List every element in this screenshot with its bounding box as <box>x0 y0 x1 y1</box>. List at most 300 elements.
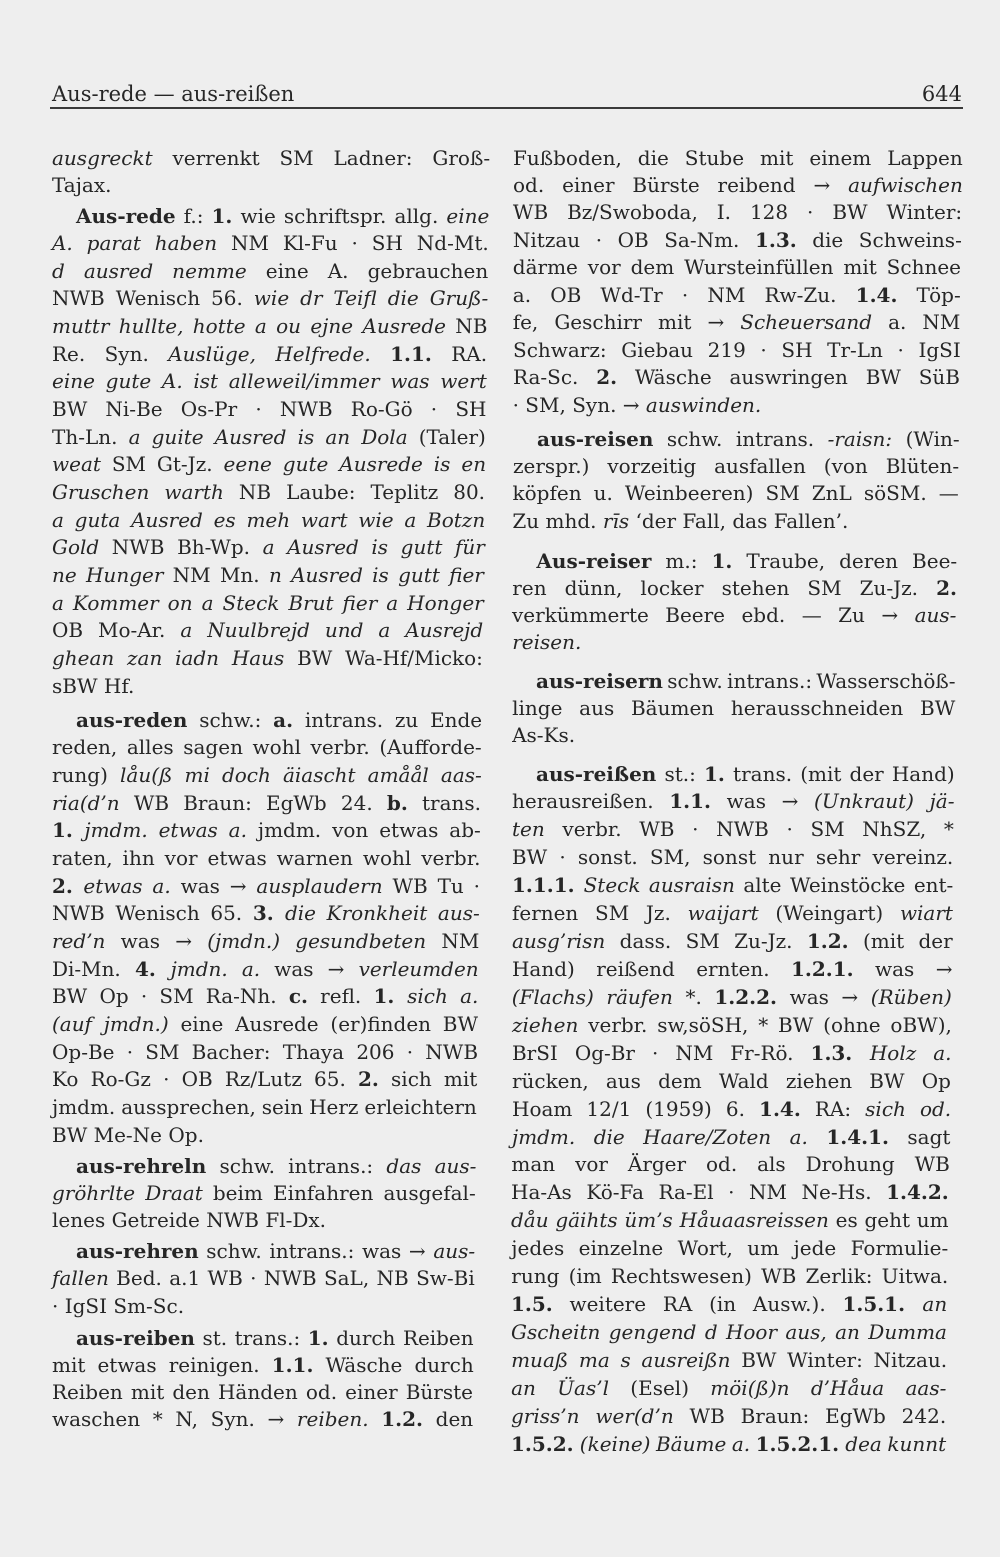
italic-text: ne Hunger <box>52 563 164 587</box>
text-line <box>511 1291 947 1319</box>
italic-text: eine <box>446 203 490 228</box>
entry-text: refl. <box>307 984 374 1009</box>
italic-text: red’n <box>52 928 106 953</box>
entry-text: rung (im Rechtswesen) WB Zerlik: Uitwa. <box>511 1264 949 1289</box>
italic-text: muttr hullte, hotte a ou ejne Ausrede <box>52 314 446 339</box>
text-line <box>52 1406 473 1434</box>
entry-text: BW Wa-Hf/Micko: <box>284 645 483 670</box>
text-line <box>511 1347 947 1375</box>
text-line <box>512 1096 951 1124</box>
text-line <box>511 1431 946 1459</box>
sense-number: 2. <box>936 575 957 600</box>
entry-text: was → <box>777 984 871 1009</box>
text-line <box>52 258 488 286</box>
entry-text: NM Mn. <box>163 563 269 587</box>
entry-text: schw. intrans. <box>652 426 828 451</box>
text-line <box>512 984 952 1012</box>
text-line <box>52 1122 204 1150</box>
text-line <box>52 1039 478 1067</box>
text-line <box>52 368 487 396</box>
entry-text: (mit der <box>848 929 953 953</box>
italic-text: Holz a. <box>869 1040 952 1065</box>
entry-text: Di-Mn. <box>52 956 135 981</box>
sense-number: 1.2.2. <box>714 984 778 1009</box>
sense-number: 2. <box>595 365 617 389</box>
text-line <box>52 145 490 173</box>
headword: aus-reisen <box>536 426 653 451</box>
italic-text: ghean zan iadn Haus <box>52 645 285 670</box>
entry-text: man vor Ärger od. als Drohung WB <box>511 1152 950 1177</box>
text-line <box>536 548 957 576</box>
entry-text: OB Mo-Ar. <box>52 618 181 643</box>
italic-text: a guite Ausred is an Dola <box>128 424 408 449</box>
text-line <box>512 722 575 750</box>
italic-text: rīs <box>602 508 630 533</box>
text-line <box>76 707 482 735</box>
sense-number: 1.5. <box>511 1292 553 1316</box>
sense-number: 1. <box>211 203 233 228</box>
text-line <box>52 734 482 762</box>
text-line <box>52 873 480 901</box>
entry-text: verkümmerte Beere ebd. — Zu → <box>512 603 915 628</box>
entry-text: Schwarz: Giebau 219 · SH Tr-Ln · IgSI <box>512 337 961 362</box>
sense-number: 2. <box>52 873 84 898</box>
entry-text: WB Braun: EgWb 242. <box>673 1403 947 1428</box>
entry-text: Nitzau · OB Sa-Nm. <box>512 227 755 252</box>
entry-text: lenes Getreide NWB Fl-Dx. <box>52 1207 327 1232</box>
italic-text: an <box>922 1292 948 1316</box>
entry-text: RA: <box>800 1096 865 1121</box>
entry-text: WB Tu · <box>382 873 481 898</box>
text-line <box>76 1325 474 1353</box>
entry-text: BW Me-Ne Op. <box>52 1122 204 1147</box>
headword: aus-reißen <box>536 761 657 786</box>
entry-text: a. OB Wd-Tr · NM Rw-Zu. <box>512 282 856 307</box>
sense-number: 1.2.1. <box>790 956 854 981</box>
sense-number: 1.1.1. <box>511 873 584 898</box>
entry-text: herausreißen. <box>512 789 670 814</box>
running-head-title: Aus-rede — aus-reißen <box>52 82 295 106</box>
entry-text: st.: <box>656 761 705 786</box>
text-line <box>76 1153 476 1181</box>
entry-text: Ra-Sc. <box>512 365 596 389</box>
entry-text: WB Bz/Swoboda, I. 128 · BW Winter: <box>512 200 963 225</box>
text-line <box>536 668 956 696</box>
entry-text: jmdm. aussprechen, sein Herz erleichtern <box>52 1094 477 1119</box>
text-line <box>513 282 961 310</box>
text-line <box>512 1068 951 1096</box>
entry-text: dass. SM Zu-Jz. <box>605 929 807 953</box>
text-line <box>52 172 111 200</box>
italic-text: etwas a. <box>83 873 171 898</box>
entry-text: Reiben mit den Händen od. einer Bürste <box>52 1380 474 1405</box>
italic-text: aus- <box>914 603 957 628</box>
italic-text: a Nuulbrejd und a Ausrejd <box>180 618 484 643</box>
sense-number: 1.4.2. <box>886 1180 950 1205</box>
sense-number: 1.3. <box>754 227 797 252</box>
entry-text: NB Laube: Teplitz 80. <box>223 480 486 504</box>
sense-number: 1.1. <box>390 341 432 366</box>
italic-text: Steck ausraisn <box>583 873 735 898</box>
entry-text: reden, alles sagen wohl verbr. (Aufforde- <box>52 735 482 760</box>
text-line <box>512 1124 950 1152</box>
entry-text: NWB Wenisch 56. <box>52 286 254 311</box>
entry-text: SM Gt-Jz. <box>100 452 224 477</box>
text-line <box>52 1352 474 1380</box>
entry-text: Fußboden, die Stube mit einem Lappen <box>513 145 963 170</box>
text-line <box>52 617 483 645</box>
text-line <box>52 562 484 590</box>
text-line <box>52 396 486 424</box>
headword: aus-rehren <box>76 1238 199 1263</box>
entry-text: BW Op · SM Ra-Nh. <box>52 984 289 1009</box>
text-line <box>52 1379 473 1407</box>
entry-text: ‘der Fall, das Fallen’. <box>629 508 849 533</box>
entry-text: schw. intrans.: Wasserschöß- <box>663 668 956 693</box>
entry-text: was → <box>260 956 359 981</box>
text-line <box>52 956 479 984</box>
entry-text: st. trans.: <box>194 1325 308 1350</box>
entry-text: trans. (mit der Hand) <box>724 761 955 786</box>
entry-text: Op-Be · SM Bacher: Thaya 206 · NWB <box>52 1039 479 1064</box>
sense-number: 1.4. <box>758 1096 801 1121</box>
text-line <box>512 844 953 872</box>
entry-text: Ha-As Kö-Fa Ra-El · NM Ne-Hs. <box>511 1180 887 1205</box>
entry-text: was → <box>105 928 208 953</box>
entry-text: RA. <box>431 341 488 366</box>
entry-text: NWB Bh-Wp. <box>99 535 263 560</box>
sense-number: 1. <box>711 548 733 573</box>
entry-text: Hand) reißend ernten. <box>511 956 791 981</box>
text-line <box>52 762 482 790</box>
sense-number: 1.4. <box>855 282 898 307</box>
text-line <box>52 590 484 618</box>
text-line <box>52 1207 326 1235</box>
entry-text: (Weingart) <box>758 901 900 926</box>
text-line <box>513 227 962 255</box>
text-line <box>52 534 485 562</box>
entry-text: *. <box>672 984 715 1009</box>
italic-text: sich od. <box>864 1096 951 1121</box>
entry-text: Töp- <box>897 282 961 307</box>
text-line <box>52 1265 475 1293</box>
sense-number: 1.3. <box>810 1040 870 1065</box>
sense-number: 1. <box>373 984 408 1009</box>
text-line <box>513 337 961 365</box>
text-line <box>511 1403 946 1431</box>
entry-text: verbr. sw,söSH, * BW (ohne oBW), <box>578 1012 952 1037</box>
sense-number: 3. <box>252 901 285 926</box>
entry-text: sagt <box>888 1124 950 1149</box>
text-line <box>52 230 489 258</box>
text-line <box>513 199 962 227</box>
sense-number: 1.2. <box>381 1407 424 1432</box>
entry-text: (Taler) <box>407 424 486 449</box>
italic-text: (Rüben) <box>870 984 952 1009</box>
entry-text: (Win- <box>891 426 960 451</box>
entry-text: mit etwas reinigen. <box>52 1352 272 1377</box>
entry-text: die Schweins- <box>796 227 962 252</box>
entry-text: verbr. WB · NWB · SM NhSZ, * <box>544 817 954 842</box>
entry-text: NWB Wenisch 65. <box>52 901 253 926</box>
text-line <box>512 872 953 900</box>
entry-text: was → <box>170 873 257 898</box>
entry-text: eine Ausrede (er)finden BW <box>168 1011 479 1036</box>
italic-text: sich a. <box>407 984 479 1009</box>
italic-text: jmdm. etwas a. <box>84 818 247 843</box>
italic-text: waijart <box>687 901 759 926</box>
italic-text: a Ausred is gutt für <box>262 535 485 560</box>
text-line <box>52 285 488 313</box>
entry-text: BW Ni-Be Os-Pr · NWB Ro-Gö · SH <box>52 397 487 421</box>
italic-text: Scheuersand <box>740 310 873 335</box>
text-line <box>513 309 961 337</box>
text-line <box>513 364 960 392</box>
italic-text: verleumden <box>358 956 479 981</box>
entry-text: BW Winter: Nitzau. <box>730 1347 948 1372</box>
entry-text: weitere RA (in Ausw.). <box>552 1292 843 1316</box>
text-line <box>513 480 959 508</box>
entry-text: fe, Geschirr mit → <box>512 310 741 335</box>
header-rule <box>50 107 963 109</box>
text-line <box>52 1293 184 1321</box>
text-line <box>512 695 955 723</box>
italic-text: Gold <box>52 535 100 560</box>
sense-number: a. <box>273 707 294 732</box>
text-line <box>52 424 486 452</box>
text-line <box>52 1066 477 1094</box>
text-line <box>513 392 762 420</box>
entry-text: rücken, aus dem Wald ziehen BW Op <box>511 1068 951 1093</box>
italic-text: wiart <box>899 901 953 926</box>
entry-text: intrans. zu Ende <box>293 707 483 732</box>
entry-text: NM Kl-Fu · SH Nd-Mt. <box>217 231 489 256</box>
text-line <box>512 629 581 657</box>
sense-number: 1. <box>704 761 725 786</box>
sense-number: 4. <box>134 956 171 981</box>
entry-text: raten, ihn vor etwas warnen wohl verbr. <box>52 845 481 870</box>
italic-text: (auf jmdn.) <box>52 1011 169 1036</box>
headword: aus-rehreln <box>76 1153 207 1178</box>
sense-number: 1.1. <box>669 789 711 814</box>
text-line <box>511 1375 946 1403</box>
sense-number: b. <box>386 790 408 815</box>
entry-text: Tajax. <box>52 172 112 197</box>
text-line <box>511 1179 949 1207</box>
entry-text: Ko Ro-Gz · OB Rz/Lutz 65. <box>52 1067 359 1092</box>
entry-text: WB Braun: EgWb 24. <box>119 790 387 815</box>
text-line <box>512 1040 952 1068</box>
entry-text: durch Reiben <box>328 1325 474 1350</box>
entry-text: schw. intrans.: <box>206 1153 387 1178</box>
entry-text: trans. <box>407 790 481 815</box>
entry-text: was → <box>853 956 953 981</box>
italic-text: a Kommer on a Steck Brut fier a Honger <box>52 590 484 615</box>
italic-text: griss’n wer(d’n <box>511 1403 674 1428</box>
italic-text: Gscheitn gengend d Hoor aus, an Dumma <box>511 1319 948 1344</box>
italic-text: (Unkraut) jä- <box>814 789 955 814</box>
entry-text: rung) <box>52 762 121 787</box>
entry-text: NB <box>445 314 488 339</box>
text-line <box>512 508 848 536</box>
italic-text: die Kronkheit aus- <box>284 901 480 926</box>
italic-text: an Üas’l <box>511 1375 609 1400</box>
text-line <box>511 1235 948 1263</box>
entry-text: es geht um <box>829 1208 949 1233</box>
entry-text: jedes einzelne Wort, um jede Formulie- <box>511 1236 949 1261</box>
entry-text: Traube, deren Bee- <box>732 548 958 573</box>
text-line <box>512 956 952 984</box>
entry-text: zerspr.) vorzeitig ausfallen (von Blüten- <box>512 453 959 478</box>
italic-text: -raisn: <box>827 426 892 451</box>
italic-text: wie dr Teifl die Gruß- <box>253 286 489 311</box>
text-line <box>512 816 954 844</box>
text-line <box>52 341 487 369</box>
entry-text: Wäsche durch <box>313 1352 474 1377</box>
text-line <box>512 575 957 603</box>
text-line <box>52 451 486 479</box>
italic-text: ten <box>512 817 545 842</box>
entry-text: BW · sonst. SM, sonst nur sehr vereinz. <box>511 845 954 870</box>
entry-text: Th-Ln. <box>52 424 129 449</box>
text-line <box>52 1180 476 1208</box>
text-line <box>52 817 481 845</box>
italic-text: ria(d’n <box>52 790 120 815</box>
text-line <box>76 1238 475 1266</box>
text-line <box>512 788 954 816</box>
entry-text: wie schriftspr. allg. <box>232 203 447 228</box>
entry-text: NM <box>426 928 480 953</box>
page-number: 644 <box>921 82 962 106</box>
entry-text: a. NM <box>872 310 961 335</box>
text-line <box>511 1319 947 1347</box>
entry-text: sich mit <box>378 1067 478 1092</box>
text-line <box>52 983 478 1011</box>
entry-text: As-Ks. <box>512 722 576 747</box>
italic-text: (keine) Bäume a. <box>579 1431 756 1456</box>
italic-text: reisen. <box>512 630 582 655</box>
italic-text: gröhrlte Draat <box>52 1180 203 1205</box>
entry-text: den <box>423 1407 474 1432</box>
italic-text: (Flachs) räufen <box>511 984 673 1009</box>
text-line <box>52 790 481 818</box>
sense-number: 1.1. <box>271 1352 314 1377</box>
text-line <box>52 900 480 928</box>
text-line <box>512 602 956 630</box>
text-line <box>76 203 489 231</box>
italic-text: weat <box>52 452 101 477</box>
italic-text: ausgreckt <box>52 145 153 170</box>
text-line <box>513 145 963 173</box>
text-line <box>512 900 953 928</box>
italic-text: ziehen <box>511 1012 579 1037</box>
italic-text: aus- <box>433 1238 476 1263</box>
text-line <box>536 761 955 789</box>
sense-number: 1.5.2. <box>511 1431 580 1456</box>
text-line <box>511 1151 949 1179</box>
italic-text: auswinden. <box>645 392 762 417</box>
entry-text: · SM, Syn. → <box>512 392 646 417</box>
text-line <box>52 645 483 673</box>
entry-text: alte Weinstöcke ent- <box>734 873 954 898</box>
entry-text: jmdm. von etwas ab- <box>246 818 481 843</box>
text-line <box>512 928 953 956</box>
entry-text: (Esel) <box>609 1375 711 1400</box>
italic-text: d ausred nemme <box>52 258 247 283</box>
sense-number: 1.2. <box>806 929 849 953</box>
headword: aus-reiben <box>76 1325 195 1350</box>
sense-number: 1.5.2.1. <box>755 1431 846 1456</box>
italic-text: eene gute Ausrede is en <box>223 452 487 477</box>
italic-text: n Ausred is gutt fier <box>268 563 484 587</box>
text-line <box>537 426 960 454</box>
entry-text: eine A. gebrauchen <box>246 258 489 283</box>
entry-text: Zu mhd. <box>512 508 603 533</box>
text-line <box>52 479 485 507</box>
text-line <box>513 254 961 282</box>
text-line <box>511 1263 948 1291</box>
entry-text: schw.: <box>187 707 274 732</box>
entry-text: därme vor dem Wursteinfüllen mit Schnee <box>512 255 962 280</box>
italic-text: ausg’risn <box>511 929 606 953</box>
entry-text: schw. intrans.: was → <box>198 1238 434 1263</box>
entry-text: verrenkt SM Ladner: Groß- <box>152 145 491 170</box>
sense-number: c. <box>288 984 308 1009</box>
headword: aus-reden <box>76 707 188 732</box>
entry-text: od. einer Bürste reibend → <box>513 172 849 197</box>
italic-text: ausplaudern <box>256 873 383 898</box>
headword: Aus-reiser <box>536 548 652 573</box>
italic-text: reiben. <box>296 1407 382 1432</box>
italic-text: fallen <box>52 1266 109 1290</box>
text-line <box>513 453 959 481</box>
entry-text: f.: <box>175 203 212 228</box>
sense-number: 1.5.1. <box>842 1292 923 1316</box>
entry-text: Wäsche auswringen BW SüB <box>616 365 960 389</box>
italic-text: dea kunnt <box>845 1431 947 1456</box>
entry-text: Re. Syn. <box>52 341 169 366</box>
sense-number: 1.4.1. <box>825 1124 889 1149</box>
italic-text: Auslüge, Helfrede. <box>168 341 391 366</box>
entry-text: köpfen u. Weinbeeren) SM ZnL söSM. — <box>512 481 959 506</box>
entry-text: · IgSI Sm-Sc. <box>52 1293 185 1318</box>
text-line <box>52 1011 478 1039</box>
sense-number: 1. <box>52 818 85 843</box>
italic-text: a guta Ausred es meh wart wie a Botzn <box>52 507 486 532</box>
sense-number: 1. <box>307 1325 329 1350</box>
text-line <box>511 1207 949 1235</box>
italic-text: aufwischen <box>848 172 963 197</box>
entry-text: sBW Hf. <box>52 673 135 698</box>
headword: aus-reisern <box>536 668 664 693</box>
text-line <box>52 845 480 873</box>
italic-text: (jmdn.) gesundbeten <box>207 928 427 953</box>
sense-number: 2. <box>358 1067 379 1092</box>
entry-text: beim Einfahren ausgefal- <box>202 1180 476 1205</box>
italic-text: A. parat haben <box>52 231 218 256</box>
italic-text: möi(ß)n d’Håua aas- <box>710 1375 947 1400</box>
italic-text: muaß ma s ausreißn <box>511 1347 731 1372</box>
text-line <box>52 928 479 956</box>
entry-text: waschen * N, Syn. → <box>52 1407 297 1432</box>
italic-text: das aus- <box>386 1153 477 1178</box>
entry-text: Hoam 12/1 (1959) 6. <box>511 1096 759 1121</box>
italic-text: låu(ß mi doch äiascht amåål aas- <box>120 762 482 787</box>
italic-text: jmdm. die Haare/Zoten a. <box>511 1124 826 1149</box>
entry-text: BrSI Og-Br · NM Fr-Rö. <box>511 1040 811 1065</box>
headword: Aus-rede <box>76 203 176 228</box>
italic-text: Gruschen warth <box>52 480 224 504</box>
